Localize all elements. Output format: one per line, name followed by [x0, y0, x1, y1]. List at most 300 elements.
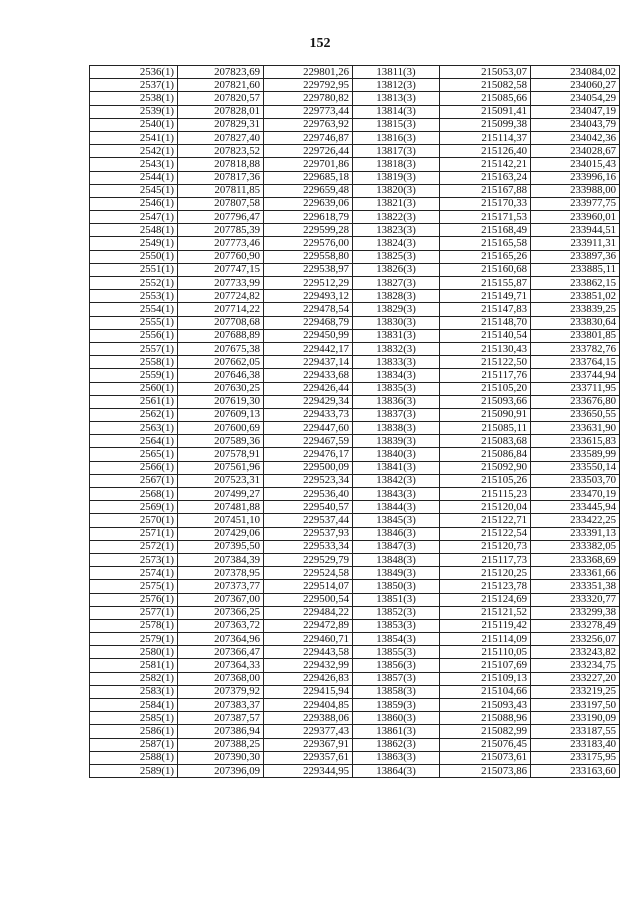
point-id-cell: 13830(3): [353, 316, 440, 329]
x-coordinate-cell: 207821,60: [178, 79, 264, 92]
x-coordinate-cell: 215122,50: [440, 356, 531, 369]
y-coordinate-cell: 229599,28: [264, 224, 353, 237]
x-coordinate-cell: 207387,57: [178, 712, 264, 725]
point-id-cell: 13837(3): [353, 408, 440, 421]
x-coordinate-cell: 207451,10: [178, 514, 264, 527]
x-coordinate-cell: 215122,54: [440, 527, 531, 540]
y-coordinate-cell: 233988,00: [531, 184, 620, 197]
point-id-cell: 2568(1): [90, 488, 178, 501]
x-coordinate-cell: 215085,11: [440, 422, 531, 435]
table-row: [90, 303, 620, 316]
point-id-cell: 2580(1): [90, 646, 178, 659]
point-id-cell: 13815(3): [353, 118, 440, 131]
point-id-cell: 13840(3): [353, 448, 440, 461]
x-coordinate-cell: 207388,25: [178, 738, 264, 751]
coordinates-table-body: [90, 66, 620, 778]
y-coordinate-cell: 233234,75: [531, 659, 620, 672]
x-coordinate-cell: 215114,37: [440, 131, 531, 144]
x-coordinate-cell: 215082,58: [440, 79, 531, 92]
point-id-cell: 13856(3): [353, 659, 440, 672]
x-coordinate-cell: 207811,85: [178, 184, 264, 197]
y-coordinate-cell: 234054,29: [531, 92, 620, 105]
table-row: [90, 488, 620, 501]
point-id-cell: 13831(3): [353, 329, 440, 342]
x-coordinate-cell: 207578,91: [178, 448, 264, 461]
y-coordinate-cell: 233960,01: [531, 211, 620, 224]
point-id-cell: 2540(1): [90, 118, 178, 131]
point-id-cell: 13812(3): [353, 79, 440, 92]
point-id-cell: 2585(1): [90, 712, 178, 725]
point-id-cell: 13821(3): [353, 197, 440, 210]
table-row: [90, 197, 620, 210]
point-id-cell: 13864(3): [353, 764, 440, 777]
x-coordinate-cell: 207364,33: [178, 659, 264, 672]
point-id-cell: 13850(3): [353, 580, 440, 593]
x-coordinate-cell: 207818,88: [178, 158, 264, 171]
point-id-cell: 13854(3): [353, 633, 440, 646]
y-coordinate-cell: 229476,17: [264, 448, 353, 461]
x-coordinate-cell: 215093,43: [440, 699, 531, 712]
x-coordinate-cell: 215088,96: [440, 712, 531, 725]
x-coordinate-cell: 215099,38: [440, 118, 531, 131]
point-id-cell: 13833(3): [353, 356, 440, 369]
y-coordinate-cell: 229538,97: [264, 263, 353, 276]
x-coordinate-cell: 207379,92: [178, 685, 264, 698]
x-coordinate-cell: 207714,22: [178, 303, 264, 316]
x-coordinate-cell: 215086,84: [440, 448, 531, 461]
table-row: [90, 764, 620, 777]
x-coordinate-cell: 207499,27: [178, 488, 264, 501]
table-row: [90, 329, 620, 342]
y-coordinate-cell: 233764,15: [531, 356, 620, 369]
point-id-cell: 2548(1): [90, 224, 178, 237]
y-coordinate-cell: 229792,95: [264, 79, 353, 92]
y-coordinate-cell: 233470,19: [531, 488, 620, 501]
point-id-cell: 2587(1): [90, 738, 178, 751]
table-row: [90, 92, 620, 105]
x-coordinate-cell: 215053,07: [440, 66, 531, 79]
table-row: [90, 593, 620, 606]
x-coordinate-cell: 215073,61: [440, 751, 531, 764]
y-coordinate-cell: 233445,94: [531, 501, 620, 514]
x-coordinate-cell: 207760,90: [178, 250, 264, 263]
y-coordinate-cell: 229618,79: [264, 211, 353, 224]
x-coordinate-cell: 215092,90: [440, 461, 531, 474]
y-coordinate-cell: 229426,83: [264, 672, 353, 685]
x-coordinate-cell: 207823,69: [178, 66, 264, 79]
table-row: [90, 171, 620, 184]
table-row: [90, 685, 620, 698]
table-row: [90, 553, 620, 566]
x-coordinate-cell: 207523,31: [178, 474, 264, 487]
x-coordinate-cell: 207747,15: [178, 263, 264, 276]
point-id-cell: 13817(3): [353, 145, 440, 158]
y-coordinate-cell: 233631,90: [531, 422, 620, 435]
x-coordinate-cell: 215109,13: [440, 672, 531, 685]
point-id-cell: 2584(1): [90, 699, 178, 712]
y-coordinate-cell: 233190,09: [531, 712, 620, 725]
point-id-cell: 2536(1): [90, 66, 178, 79]
x-coordinate-cell: 207646,38: [178, 369, 264, 382]
x-coordinate-cell: 215126,40: [440, 145, 531, 158]
point-id-cell: 13843(3): [353, 488, 440, 501]
y-coordinate-cell: 229639,06: [264, 197, 353, 210]
x-coordinate-cell: 215165,26: [440, 250, 531, 263]
point-id-cell: 13827(3): [353, 277, 440, 290]
x-coordinate-cell: 215119,42: [440, 619, 531, 632]
x-coordinate-cell: 215140,54: [440, 329, 531, 342]
table-row: [90, 567, 620, 580]
y-coordinate-cell: 229357,61: [264, 751, 353, 764]
y-coordinate-cell: 229536,40: [264, 488, 353, 501]
y-coordinate-cell: 233503,70: [531, 474, 620, 487]
y-coordinate-cell: 233615,83: [531, 435, 620, 448]
x-coordinate-cell: 215120,73: [440, 540, 531, 553]
table-row: [90, 131, 620, 144]
y-coordinate-cell: 234015,43: [531, 158, 620, 171]
y-coordinate-cell: 229484,22: [264, 606, 353, 619]
y-coordinate-cell: 229537,44: [264, 514, 353, 527]
y-coordinate-cell: 229450,99: [264, 329, 353, 342]
point-id-cell: 13844(3): [353, 501, 440, 514]
x-coordinate-cell: 215114,09: [440, 633, 531, 646]
y-coordinate-cell: 229388,06: [264, 712, 353, 725]
y-coordinate-cell: 229746,87: [264, 131, 353, 144]
x-coordinate-cell: 215148,70: [440, 316, 531, 329]
point-id-cell: 2562(1): [90, 408, 178, 421]
x-coordinate-cell: 215107,69: [440, 659, 531, 672]
y-coordinate-cell: 229426,44: [264, 382, 353, 395]
point-id-cell: 2558(1): [90, 356, 178, 369]
table-row: [90, 105, 620, 118]
table-row: [90, 540, 620, 553]
point-id-cell: 2549(1): [90, 237, 178, 250]
table-row: [90, 619, 620, 632]
table-row: [90, 448, 620, 461]
x-coordinate-cell: 207817,36: [178, 171, 264, 184]
x-coordinate-cell: 215171,53: [440, 211, 531, 224]
y-coordinate-cell: 229558,80: [264, 250, 353, 263]
y-coordinate-cell: 229512,29: [264, 277, 353, 290]
y-coordinate-cell: 233256,07: [531, 633, 620, 646]
x-coordinate-cell: 215121,52: [440, 606, 531, 619]
point-id-cell: 2539(1): [90, 105, 178, 118]
point-id-cell: 13857(3): [353, 672, 440, 685]
y-coordinate-cell: 233243,82: [531, 646, 620, 659]
y-coordinate-cell: 233830,64: [531, 316, 620, 329]
y-coordinate-cell: 229460,71: [264, 633, 353, 646]
point-id-cell: 13855(3): [353, 646, 440, 659]
table-row: [90, 725, 620, 738]
x-coordinate-cell: 215085,66: [440, 92, 531, 105]
x-coordinate-cell: 207827,40: [178, 131, 264, 144]
y-coordinate-cell: 229443,58: [264, 646, 353, 659]
point-id-cell: 13852(3): [353, 606, 440, 619]
point-id-cell: 2563(1): [90, 422, 178, 435]
y-coordinate-cell: 233187,55: [531, 725, 620, 738]
x-coordinate-cell: 207796,47: [178, 211, 264, 224]
x-coordinate-cell: 215120,25: [440, 567, 531, 580]
table-row: [90, 263, 620, 276]
table-row: [90, 224, 620, 237]
y-coordinate-cell: 229367,91: [264, 738, 353, 751]
point-id-cell: 2576(1): [90, 593, 178, 606]
point-id-cell: 13841(3): [353, 461, 440, 474]
table-row: [90, 145, 620, 158]
point-id-cell: 13813(3): [353, 92, 440, 105]
table-row: [90, 712, 620, 725]
point-id-cell: 2579(1): [90, 633, 178, 646]
y-coordinate-cell: 229523,34: [264, 474, 353, 487]
point-id-cell: 13832(3): [353, 342, 440, 355]
x-coordinate-cell: 207364,96: [178, 633, 264, 646]
y-coordinate-cell: 229500,54: [264, 593, 353, 606]
point-id-cell: 13826(3): [353, 263, 440, 276]
point-id-cell: 2577(1): [90, 606, 178, 619]
y-coordinate-cell: 233862,15: [531, 277, 620, 290]
x-coordinate-cell: 207773,46: [178, 237, 264, 250]
x-coordinate-cell: 207367,00: [178, 593, 264, 606]
point-id-cell: 2543(1): [90, 158, 178, 171]
point-id-cell: 2560(1): [90, 382, 178, 395]
y-coordinate-cell: 233977,75: [531, 197, 620, 210]
point-id-cell: 2542(1): [90, 145, 178, 158]
point-id-cell: 2573(1): [90, 553, 178, 566]
table-row: [90, 738, 620, 751]
y-coordinate-cell: 229529,79: [264, 553, 353, 566]
point-id-cell: 2588(1): [90, 751, 178, 764]
y-coordinate-cell: 233197,50: [531, 699, 620, 712]
point-id-cell: 2578(1): [90, 619, 178, 632]
table-row: [90, 672, 620, 685]
point-id-cell: 13859(3): [353, 699, 440, 712]
y-coordinate-cell: 234060,27: [531, 79, 620, 92]
x-coordinate-cell: 215093,66: [440, 395, 531, 408]
point-id-cell: 2569(1): [90, 501, 178, 514]
y-coordinate-cell: 229433,73: [264, 408, 353, 421]
point-id-cell: 13845(3): [353, 514, 440, 527]
x-coordinate-cell: 207378,95: [178, 567, 264, 580]
y-coordinate-cell: 229472,89: [264, 619, 353, 632]
y-coordinate-cell: 233996,16: [531, 171, 620, 184]
x-coordinate-cell: 207600,69: [178, 422, 264, 435]
point-id-cell: 2537(1): [90, 79, 178, 92]
y-coordinate-cell: 233183,40: [531, 738, 620, 751]
point-id-cell: 13822(3): [353, 211, 440, 224]
point-id-cell: 13851(3): [353, 593, 440, 606]
y-coordinate-cell: 233175,95: [531, 751, 620, 764]
y-coordinate-cell: 234043,79: [531, 118, 620, 131]
y-coordinate-cell: 229514,07: [264, 580, 353, 593]
y-coordinate-cell: 229478,54: [264, 303, 353, 316]
x-coordinate-cell: 215105,20: [440, 382, 531, 395]
x-coordinate-cell: 207368,00: [178, 672, 264, 685]
table-row: [90, 501, 620, 514]
point-id-cell: 13848(3): [353, 553, 440, 566]
point-id-cell: 13818(3): [353, 158, 440, 171]
y-coordinate-cell: 233382,05: [531, 540, 620, 553]
x-coordinate-cell: 215091,41: [440, 105, 531, 118]
table-row: [90, 461, 620, 474]
table-row: [90, 659, 620, 672]
y-coordinate-cell: 233320,77: [531, 593, 620, 606]
point-id-cell: 13853(3): [353, 619, 440, 632]
point-id-cell: 13819(3): [353, 171, 440, 184]
x-coordinate-cell: 215120,04: [440, 501, 531, 514]
y-coordinate-cell: 229467,59: [264, 435, 353, 448]
y-coordinate-cell: 229404,85: [264, 699, 353, 712]
point-id-cell: 2541(1): [90, 131, 178, 144]
point-id-cell: 2570(1): [90, 514, 178, 527]
table-row: [90, 342, 620, 355]
x-coordinate-cell: 207481,88: [178, 501, 264, 514]
x-coordinate-cell: 215142,21: [440, 158, 531, 171]
y-coordinate-cell: 229447,60: [264, 422, 353, 435]
x-coordinate-cell: 215082,99: [440, 725, 531, 738]
y-coordinate-cell: 233368,69: [531, 553, 620, 566]
x-coordinate-cell: 215168,49: [440, 224, 531, 237]
point-id-cell: 2557(1): [90, 342, 178, 355]
x-coordinate-cell: 215149,71: [440, 290, 531, 303]
y-coordinate-cell: 233676,80: [531, 395, 620, 408]
table-row: [90, 356, 620, 369]
x-coordinate-cell: 207807,58: [178, 197, 264, 210]
table-row: [90, 184, 620, 197]
table-row: [90, 79, 620, 92]
y-coordinate-cell: 234047,19: [531, 105, 620, 118]
y-coordinate-cell: 233650,55: [531, 408, 620, 421]
point-id-cell: 2583(1): [90, 685, 178, 698]
point-id-cell: 13823(3): [353, 224, 440, 237]
table-row: [90, 316, 620, 329]
table-row: [90, 118, 620, 131]
y-coordinate-cell: 229429,34: [264, 395, 353, 408]
table-row: [90, 382, 620, 395]
y-coordinate-cell: 229540,57: [264, 501, 353, 514]
point-id-cell: 13829(3): [353, 303, 440, 316]
y-coordinate-cell: 229685,18: [264, 171, 353, 184]
y-coordinate-cell: 233782,76: [531, 342, 620, 355]
y-coordinate-cell: 233711,95: [531, 382, 620, 395]
point-id-cell: 2559(1): [90, 369, 178, 382]
y-coordinate-cell: 229500,09: [264, 461, 353, 474]
point-id-cell: 2564(1): [90, 435, 178, 448]
table-row: [90, 606, 620, 619]
x-coordinate-cell: 215170,33: [440, 197, 531, 210]
x-coordinate-cell: 215105,26: [440, 474, 531, 487]
point-id-cell: 2589(1): [90, 764, 178, 777]
point-id-cell: 2556(1): [90, 329, 178, 342]
table-row: [90, 369, 620, 382]
point-id-cell: 13863(3): [353, 751, 440, 764]
x-coordinate-cell: 207829,31: [178, 118, 264, 131]
y-coordinate-cell: 233851,02: [531, 290, 620, 303]
x-coordinate-cell: 215165,58: [440, 237, 531, 250]
point-id-cell: 2571(1): [90, 527, 178, 540]
y-coordinate-cell: 233839,25: [531, 303, 620, 316]
y-coordinate-cell: 229524,58: [264, 567, 353, 580]
x-coordinate-cell: 207619,30: [178, 395, 264, 408]
y-coordinate-cell: 233801,85: [531, 329, 620, 342]
coordinates-table: [89, 65, 620, 778]
table-row: [90, 395, 620, 408]
x-coordinate-cell: 207363,72: [178, 619, 264, 632]
point-id-cell: 2538(1): [90, 92, 178, 105]
table-row: [90, 435, 620, 448]
y-coordinate-cell: 229432,99: [264, 659, 353, 672]
point-id-cell: 13858(3): [353, 685, 440, 698]
point-id-cell: 13820(3): [353, 184, 440, 197]
table-row: [90, 580, 620, 593]
point-id-cell: 13846(3): [353, 527, 440, 540]
x-coordinate-cell: 215073,86: [440, 764, 531, 777]
y-coordinate-cell: 233227,20: [531, 672, 620, 685]
x-coordinate-cell: 215110,05: [440, 646, 531, 659]
x-coordinate-cell: 215163,24: [440, 171, 531, 184]
y-coordinate-cell: 233391,13: [531, 527, 620, 540]
point-id-cell: 2552(1): [90, 277, 178, 290]
x-coordinate-cell: 207733,99: [178, 277, 264, 290]
y-coordinate-cell: 233550,14: [531, 461, 620, 474]
point-id-cell: 13824(3): [353, 237, 440, 250]
x-coordinate-cell: 207383,37: [178, 699, 264, 712]
point-id-cell: 13814(3): [353, 105, 440, 118]
y-coordinate-cell: 229437,14: [264, 356, 353, 369]
x-coordinate-cell: 215123,78: [440, 580, 531, 593]
y-coordinate-cell: 229533,34: [264, 540, 353, 553]
x-coordinate-cell: 215155,87: [440, 277, 531, 290]
y-coordinate-cell: 229415,94: [264, 685, 353, 698]
point-id-cell: 2574(1): [90, 567, 178, 580]
point-id-cell: 13825(3): [353, 250, 440, 263]
table-row: [90, 250, 620, 263]
x-coordinate-cell: 207429,06: [178, 527, 264, 540]
page-number: 152: [309, 36, 331, 51]
point-id-cell: 13847(3): [353, 540, 440, 553]
x-coordinate-cell: 207820,57: [178, 92, 264, 105]
x-coordinate-cell: 207708,68: [178, 316, 264, 329]
point-id-cell: 2561(1): [90, 395, 178, 408]
x-coordinate-cell: 207630,25: [178, 382, 264, 395]
x-coordinate-cell: 207609,13: [178, 408, 264, 421]
table-row: [90, 527, 620, 540]
point-id-cell: 2544(1): [90, 171, 178, 184]
point-id-cell: 2565(1): [90, 448, 178, 461]
point-id-cell: 13849(3): [353, 567, 440, 580]
x-coordinate-cell: 207390,30: [178, 751, 264, 764]
y-coordinate-cell: 229377,43: [264, 725, 353, 738]
table-row: [90, 514, 620, 527]
point-id-cell: 13839(3): [353, 435, 440, 448]
y-coordinate-cell: 229726,44: [264, 145, 353, 158]
y-coordinate-cell: 229773,44: [264, 105, 353, 118]
point-id-cell: 13816(3): [353, 131, 440, 144]
point-id-cell: 2553(1): [90, 290, 178, 303]
y-coordinate-cell: 229493,12: [264, 290, 353, 303]
x-coordinate-cell: 215124,69: [440, 593, 531, 606]
y-coordinate-cell: 233944,51: [531, 224, 620, 237]
y-coordinate-cell: 234028,67: [531, 145, 620, 158]
table-row: [90, 211, 620, 224]
y-coordinate-cell: 233351,38: [531, 580, 620, 593]
y-coordinate-cell: 229780,82: [264, 92, 353, 105]
x-coordinate-cell: 207675,38: [178, 342, 264, 355]
y-coordinate-cell: 229659,48: [264, 184, 353, 197]
y-coordinate-cell: 233299,38: [531, 606, 620, 619]
y-coordinate-cell: 229468,79: [264, 316, 353, 329]
y-coordinate-cell: 229576,00: [264, 237, 353, 250]
point-id-cell: 2554(1): [90, 303, 178, 316]
